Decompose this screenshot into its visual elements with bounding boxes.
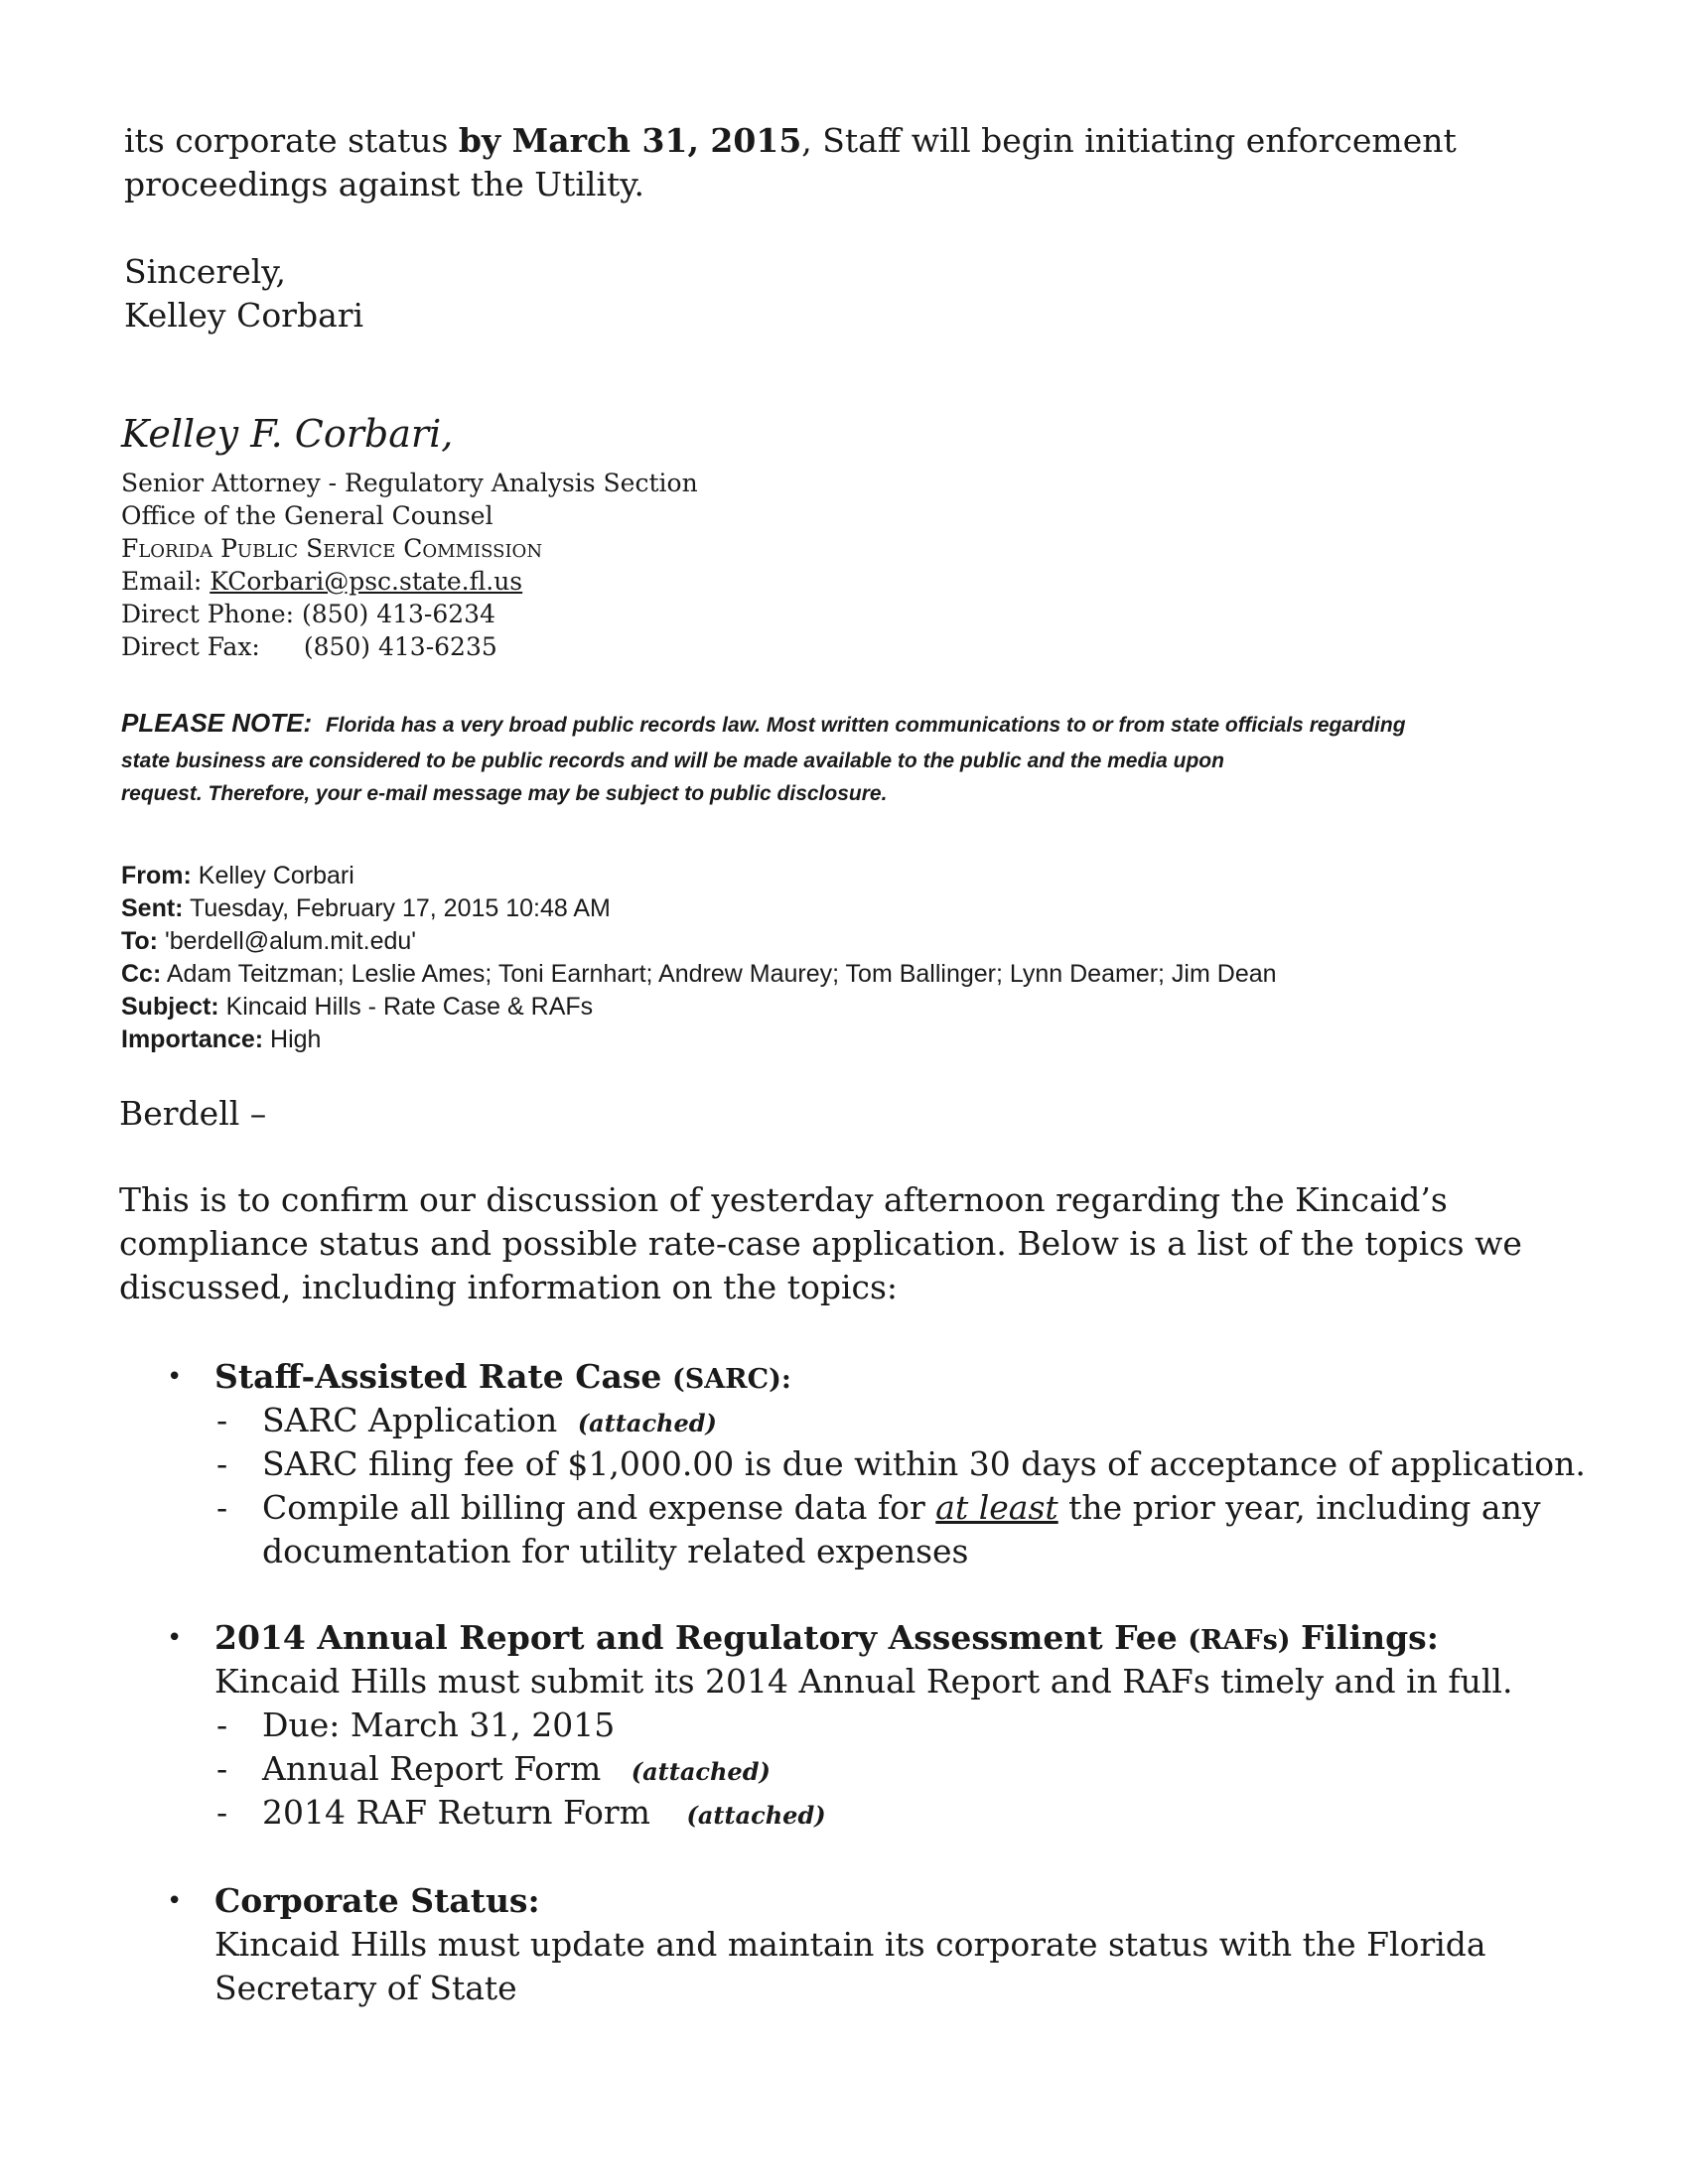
importance-label: Importance: — [121, 1025, 264, 1053]
from-label: From: — [121, 862, 192, 889]
sarc-item-3 — [262, 1486, 1540, 1530]
annual-heading-abbr: (RAFs) — [1188, 1625, 1291, 1656]
bullet-icon: • — [167, 1362, 183, 1392]
raf-return-form: 2014 RAF Return Form — [262, 1793, 650, 1832]
sarc-heading-abbr: (SARC): — [671, 1364, 791, 1395]
to-value: 'berdell@alum.mit.edu' — [164, 927, 417, 955]
email-subject-row — [121, 991, 593, 1024]
email-link[interactable]: KCorbari@psc.state.fl.us — [210, 567, 523, 596]
cc-label: Cc: — [121, 960, 162, 988]
subject-label: Subject: — [121, 993, 219, 1021]
subject-value: Kincaid Hills - Rate Case & RAFs — [225, 993, 594, 1021]
sarc-item-1 — [262, 1399, 717, 1445]
dash-icon: - — [216, 1793, 228, 1832]
sarc-item-3-emphasis: at least — [935, 1488, 1058, 1527]
closing-name: Kelley Corbari — [124, 296, 364, 335]
para1-line-2: compliance status and possible rate-case application. Below is a list of the topics we — [119, 1224, 1522, 1263]
sarc-item-3-text-c: the prior year, including any — [1068, 1488, 1541, 1527]
dash-icon: - — [216, 1488, 228, 1527]
phone-number: (850) 413-6234 — [302, 600, 495, 628]
sent-label: Sent: — [121, 894, 184, 922]
dash-icon: - — [216, 1706, 228, 1744]
dash-icon: - — [216, 1749, 228, 1788]
corporate-text-1: Kincaid Hills must update and maintain its corporate status with the Florida — [214, 1925, 1486, 1964]
email-to-row — [121, 925, 416, 958]
annual-item-1: Due: March 31, 2015 — [262, 1706, 616, 1744]
email-sent-row — [121, 892, 611, 925]
signature-phone-row — [121, 598, 495, 630]
cc-value: Adam Teitzman; Leslie Ames; Toni Earnhart; Andrew Maurey; Tom Ballinger; Lynn Deamer; Jim Dean — [166, 960, 1277, 988]
signature-email-row — [121, 565, 522, 598]
fax-number: (850) 413-6235 — [303, 632, 497, 661]
to-label: To: — [121, 927, 159, 955]
attachment-note: (attached) — [686, 1801, 826, 1830]
attachment-note: (attached) — [631, 1757, 771, 1786]
annual-heading-suffix: Filings: — [1301, 1618, 1439, 1657]
annual-item-2 — [262, 1747, 771, 1794]
notice-text-1: Florida has a very broad public records law. Most written communications to or from state officials regarding — [325, 714, 1406, 737]
intro-deadline: by March 31, 2015 — [458, 121, 802, 160]
sent-value: Tuesday, February 17, 2015 10:48 AM — [190, 894, 611, 922]
sarc-item-3-text-a: Compile all billing and expense data for — [262, 1488, 925, 1527]
sarc-heading — [214, 1355, 791, 1402]
dash-icon: - — [216, 1444, 228, 1483]
annual-item-3 — [262, 1791, 826, 1838]
sarc-heading-text: Staff-Assisted Rate Case — [214, 1357, 662, 1396]
intro-line-1 — [124, 119, 1457, 163]
annual-text: Kincaid Hills must submit its 2014 Annual Report and RAFs timely and in full. — [214, 1662, 1513, 1701]
fax-label: Direct Fax: — [121, 632, 260, 661]
bullet-icon: • — [167, 1623, 183, 1653]
sarc-item-2: SARC filing fee of $1,000.00 is due within 30 days of acceptance of application. — [262, 1444, 1586, 1483]
notice-line-1 — [121, 707, 1406, 742]
annual-heading-text: 2014 Annual Report and Regulatory Assessment Fee — [214, 1618, 1178, 1657]
signature-title: Senior Attorney - Regulatory Analysis Section — [121, 469, 698, 497]
signature-script: Kelley F. Corbari, — [121, 412, 454, 456]
notice-line-3: request. Therefore, your e-mail message may be subject to public disclosure. — [121, 782, 888, 805]
intro-text-a: its corporate status — [124, 121, 449, 160]
valediction: Sincerely, — [124, 252, 287, 291]
email-cc-row — [121, 958, 1277, 991]
signature-fax-row — [121, 630, 497, 663]
intro-text-c: , Staff will begin initiating enforcement — [801, 121, 1457, 160]
importance-value: High — [270, 1025, 322, 1053]
dash-icon: - — [216, 1401, 228, 1439]
signature-org: Florida Public Service Commission — [121, 534, 543, 563]
para1-line-1: This is to confirm our discussion of yesterday afternoon regarding the Kincaid’s — [119, 1180, 1448, 1219]
email-from-row — [121, 860, 354, 892]
bullet-icon: • — [167, 1886, 183, 1916]
notice-head: PLEASE NOTE: — [121, 708, 313, 738]
notice-line-2: state business are considered to be public records and will be made available to the public and the media upon — [121, 750, 1224, 772]
corporate-heading: Corporate Status: — [214, 1881, 540, 1920]
intro-line-2: proceedings against the Utility. — [124, 165, 645, 204]
email-label: Email: — [121, 567, 203, 596]
annual-heading — [214, 1616, 1439, 1663]
greeting: Berdell – — [119, 1094, 267, 1133]
corporate-text-2: Secretary of State — [214, 1969, 517, 2007]
sarc-item-3-continuation: documentation for utility related expenses — [262, 1532, 969, 1570]
para1-line-3: discussed, including information on the topics: — [119, 1268, 899, 1306]
email-importance-row — [121, 1024, 321, 1056]
annual-report-form: Annual Report Form — [262, 1749, 602, 1788]
phone-label: Direct Phone: — [121, 600, 295, 628]
sarc-application: SARC Application — [262, 1401, 558, 1439]
from-value: Kelley Corbari — [198, 862, 354, 889]
attachment-note: (attached) — [577, 1409, 717, 1437]
signature-office: Office of the General Counsel — [121, 501, 493, 530]
